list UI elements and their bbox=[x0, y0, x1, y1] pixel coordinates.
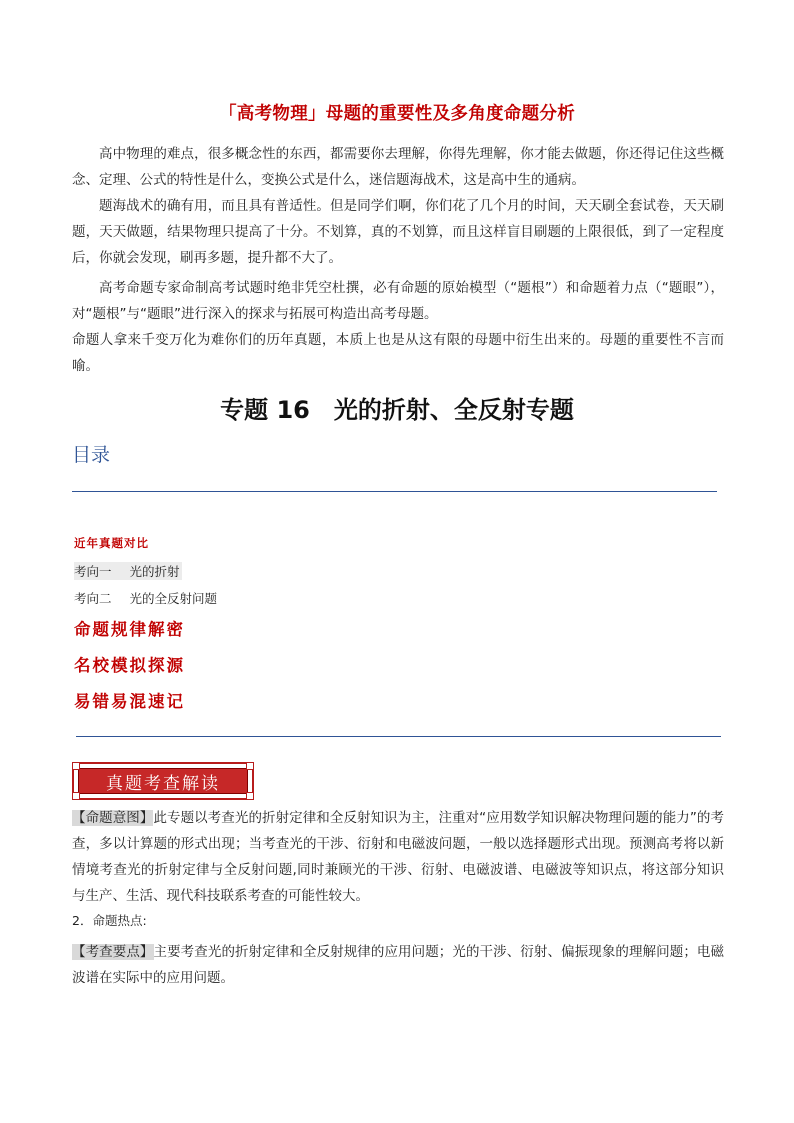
hot-topics-label: 2．命题热点: bbox=[72, 913, 147, 928]
key-points-tag: 【考查要点】 bbox=[72, 944, 154, 960]
toc-heading: 目录 bbox=[72, 444, 111, 466]
toc-item-direction-1-text: 光的折射 bbox=[129, 564, 180, 579]
toc-item-direction-1-label: 考向一 bbox=[74, 564, 112, 579]
intro-paragraph-3: 高考命题专家命制高考试题时绝非凭空杜撰，必有命题的原始模型（“题根”）和命题着力点（“题眼”），对“题根”与“题眼”进行深入的探求与拓展可构造出高考母题。 bbox=[72, 280, 724, 322]
toc-bottom-divider bbox=[76, 736, 721, 737]
banner-corner-ornament bbox=[246, 762, 254, 770]
toc-item-schools[interactable]: 名校模拟探源 bbox=[74, 656, 185, 675]
toc-item-direction-2-label: 考向二 bbox=[74, 591, 112, 606]
intro-paragraph-4: 命题人拿来千变万化为难你们的历年真题，本质上也是从这有限的母题中衍生出来的。母题的重要性不言而喻。 bbox=[72, 332, 724, 374]
toc-item-rules[interactable]: 命题规律解密 bbox=[74, 620, 185, 639]
toc-item-direction-2-text: 光的全反射问题 bbox=[129, 591, 218, 606]
intent-paragraph bbox=[72, 805, 724, 909]
intent-text: 此专题以考查光的折射定律和全反射知识为主，注重对“应用数学知识解决物理问题的能力”的考查，多以计算题的形式出现；当考查光的干涉、衍射和电磁波问题，一般以选择题形式出现。预测高考将以新情境考查光的折射定律与全反射问题,同时兼顾光的干涉、衍射、电磁波谱、电磁波等知识点，将这部分知识与生产、生活、现代科技联系考查的可能性较大。 bbox=[72, 810, 724, 904]
toc-section-recent-exams[interactable]: 近年真题对比 bbox=[74, 536, 149, 550]
banner-corner-ornament bbox=[72, 792, 80, 800]
main-title: 「高考物理」母题的重要性及多角度命题分析 bbox=[219, 104, 575, 124]
intent-tag: 【命题意图】 bbox=[72, 810, 154, 826]
banner-corner-ornament bbox=[246, 792, 254, 800]
toc-top-divider bbox=[72, 491, 717, 492]
banner-corner-ornament bbox=[72, 762, 80, 770]
toc-item-mistakes[interactable]: 易错易混速记 bbox=[74, 692, 185, 711]
key-points-paragraph bbox=[72, 939, 724, 991]
toc-item-direction-2[interactable] bbox=[74, 589, 217, 607]
section-banner-label: 真题考查解读 bbox=[106, 773, 220, 794]
section-banner-inner bbox=[78, 768, 248, 794]
key-points-text: 主要考查光的折射定律和全反射规律的应用问题；光的干涉、衍射、偏振现象的理解问题；电磁波谱在实际中的应用问题。 bbox=[72, 944, 725, 986]
toc-item-direction-1[interactable] bbox=[74, 562, 182, 580]
intro-paragraph-2: 题海战术的确有用，而且具有普适性。但是同学们啊，你们花了几个月的时间，天天刷全套试卷，天天刷题，天天做题，结果物理只提高了十分。不划算，真的不划算，而且这样盲目刷题的上限很低，到了一定程度后，你就会发现，刷再多题，提升都不大了。 bbox=[72, 198, 724, 266]
section-banner bbox=[72, 762, 254, 800]
intro-paragraph-1: 高中物理的难点，很多概念性的东西，都需要你去理解，你得先理解，你才能去做题，你还得记住这些概念、定理、公式的特性是什么，变换公式是什么，迷信题海战术，这是高中生的通病。 bbox=[72, 146, 724, 188]
topic-title: 专题 16 光的折射、全反射专题 bbox=[220, 396, 574, 424]
